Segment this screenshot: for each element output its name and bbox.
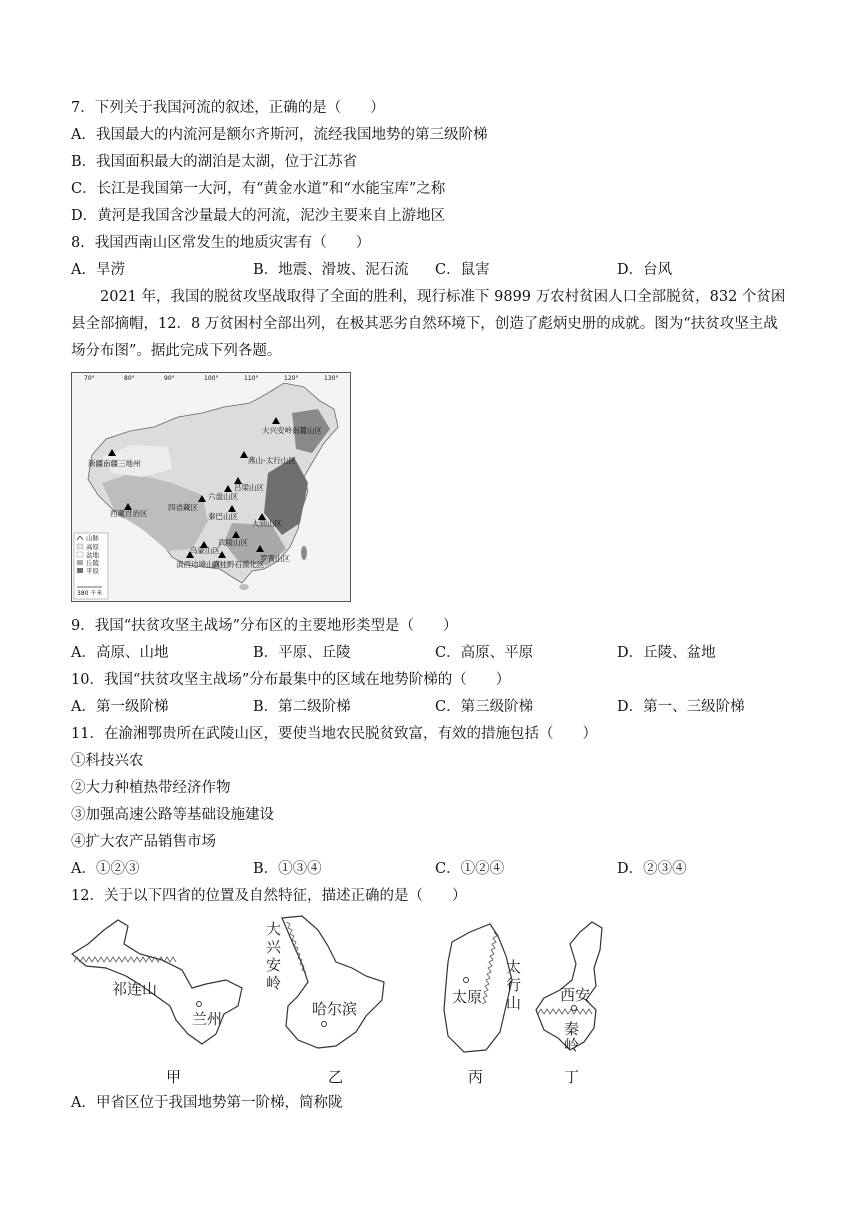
daxinganling-char-2: 兴 bbox=[266, 938, 282, 956]
q8-option-d: D．台风 bbox=[617, 262, 673, 278]
taiyuan-city-dot bbox=[464, 978, 469, 983]
region-label: 燕山-太行山区 bbox=[248, 456, 296, 465]
xian-city-dot bbox=[572, 1006, 577, 1011]
region-label: 西藏自治区 bbox=[110, 509, 148, 518]
lon-tick: 130° bbox=[324, 375, 339, 382]
daxinganling-char-4: 岭 bbox=[266, 974, 282, 992]
q7-option-a: A．我国最大的内流河是额尔齐斯河，流经我国地势的第三级阶梯 bbox=[71, 127, 488, 143]
harbin-label: 哈尔滨 bbox=[312, 1000, 358, 1018]
region-label: 吕梁山区 bbox=[234, 483, 264, 492]
region-label: 滇西边境山区 bbox=[176, 560, 221, 569]
q10-stem: 10．我国“扶贫攻坚主战场”分布最集中的区域在地势阶梯的（ ） bbox=[71, 672, 511, 688]
daxinganling-char-1: 大 bbox=[266, 920, 282, 938]
lon-tick: 70° bbox=[84, 375, 95, 382]
region-label: 大别山区 bbox=[252, 519, 282, 528]
daxinganling-mountain-symbol bbox=[286, 922, 306, 972]
taiwan-island bbox=[301, 546, 307, 560]
xian-label: 西安 bbox=[560, 986, 591, 1004]
q9-option-b: B．平原、丘陵 bbox=[253, 645, 351, 661]
qinling-char-2: 岭 bbox=[564, 1036, 580, 1054]
lon-tick: 120° bbox=[284, 375, 299, 382]
legend-label: 盆地 bbox=[86, 551, 99, 559]
qilian-label: 祁连山 bbox=[112, 980, 158, 998]
caption-ding: 丁 bbox=[564, 1068, 580, 1086]
lon-tick: 80° bbox=[124, 375, 135, 382]
taihang-char-3: 山 bbox=[506, 994, 522, 1012]
legend-label: 山脉 bbox=[86, 534, 99, 542]
q8-option-c: C．鼠害 bbox=[435, 262, 490, 278]
q9-option-c: C．高原、平原 bbox=[435, 645, 534, 661]
region-label: 大兴安岭南麓山区 bbox=[262, 426, 322, 435]
region-label: 四省藏区 bbox=[168, 503, 198, 512]
caption-bing: 丙 bbox=[468, 1068, 484, 1086]
q10-option-b: B．第二级阶梯 bbox=[253, 699, 351, 715]
qinling-mountain-symbol bbox=[538, 1009, 592, 1014]
region-label: 滇桂黔石漠化区 bbox=[212, 560, 265, 569]
q10-option-c: C．第三级阶梯 bbox=[435, 699, 534, 715]
hainan-island bbox=[239, 584, 249, 590]
q12-stem: 12．关于以下四省的位置及自然特征，描述正确的是（ ） bbox=[71, 888, 467, 904]
region-label: 六盘山区 bbox=[208, 492, 238, 501]
region-label: 武陵山区 bbox=[218, 538, 248, 547]
q11-stem: 11．在渝湘鄂贵所在武陵山区，要使当地农民脱贫致富，有效的措施包括（ ） bbox=[71, 726, 597, 742]
q11-item-4: ④扩大农产品销售市场 bbox=[71, 834, 216, 850]
q8-option-b: B．地震、滑坡、泥石流 bbox=[253, 262, 409, 278]
q9-stem: 9．我国“扶贫攻坚主战场”分布区的主要地形类型是（ ） bbox=[71, 618, 458, 634]
q9-option-d: D．丘陵、盆地 bbox=[617, 645, 716, 661]
legend-label: 丘陵 bbox=[86, 559, 99, 567]
q11-option-a: A．①②③ bbox=[71, 861, 140, 877]
q9-option-a: A．高原、山地 bbox=[71, 645, 169, 661]
q8-stem: 8．我国西南山区常发生的地质灾害有（ ） bbox=[71, 235, 371, 251]
region-label: 罗霄山区 bbox=[260, 554, 290, 563]
q7-stem: 7．下列关于我国河流的叙述，正确的是（ ） bbox=[71, 100, 385, 116]
lanzhou-label: 兰州 bbox=[192, 1010, 223, 1028]
qinling-char-1: 秦 bbox=[564, 1020, 580, 1038]
taihang-mountain-symbol bbox=[482, 932, 497, 1004]
region-label: 秦巴山区 bbox=[208, 512, 238, 521]
taihang-char-1: 太 bbox=[506, 958, 522, 976]
q11-item-1: ①科技兴农 bbox=[71, 753, 144, 769]
poverty-battlefield-map bbox=[71, 372, 351, 602]
q12-option-a: A．甲省区位于我国地势第一阶梯，简称陇 bbox=[71, 1095, 343, 1111]
q7-option-c: C．长江是我国第一大河，有“黄金水道”和“水能宝库”之称 bbox=[71, 181, 446, 197]
q11-item-2: ②大力种植热带经济作物 bbox=[71, 780, 231, 796]
lon-tick: 110° bbox=[244, 375, 259, 382]
legend-label: 高原 bbox=[86, 543, 99, 551]
province-yi-outline bbox=[282, 916, 384, 1048]
passage-text: 2021 年，我国的脱贫攻坚战取得了全面的胜利，现行标准下 9899 万农村贫困人口全部脱贫，832 个贫困县全部摘帽，12．8 万贫困村全部出列，在极其恶劣自然环境下，创造了彪炳史册的成就。图为“扶贫攻坚主战场分布图”。据此完成下列各题。 bbox=[71, 289, 786, 359]
map-legend bbox=[74, 533, 108, 599]
scale-label: 380 千米 bbox=[77, 590, 103, 597]
q11-item-3: ③加强高速公路等基础设施建设 bbox=[71, 807, 274, 823]
q11-option-c: C．①②④ bbox=[435, 861, 505, 877]
legend-label: 平原 bbox=[86, 567, 99, 575]
region-label: 乌蒙山区 bbox=[190, 546, 220, 555]
q10-option-a: A．第一级阶梯 bbox=[71, 699, 169, 715]
four-provinces-figure bbox=[66, 910, 626, 1090]
lanzhou-city-dot bbox=[197, 1002, 202, 1007]
caption-yi: 乙 bbox=[328, 1068, 344, 1086]
caption-jia: 甲 bbox=[166, 1068, 182, 1086]
harbin-city-dot bbox=[322, 1022, 327, 1027]
q11-option-d: D．②③④ bbox=[617, 861, 687, 877]
taiyuan-label: 太原 bbox=[452, 988, 483, 1006]
lon-tick: 100° bbox=[204, 375, 219, 382]
lon-tick: 90° bbox=[164, 375, 175, 382]
q8-option-a: A．旱涝 bbox=[71, 262, 125, 278]
q7-option-b: B．我国面积最大的湖泊是太湖，位于江苏省 bbox=[71, 154, 358, 170]
q7-option-d: D．黄河是我国含沙量最大的河流，泥沙主要来自上游地区 bbox=[71, 208, 446, 224]
taihang-char-2: 行 bbox=[506, 976, 522, 994]
daxinganling-char-3: 安 bbox=[266, 956, 282, 974]
q10-option-d: D．第一、三级阶梯 bbox=[617, 699, 745, 715]
region-label: 新疆南疆三地州 bbox=[88, 459, 141, 468]
q11-option-b: B．①③④ bbox=[253, 861, 322, 877]
